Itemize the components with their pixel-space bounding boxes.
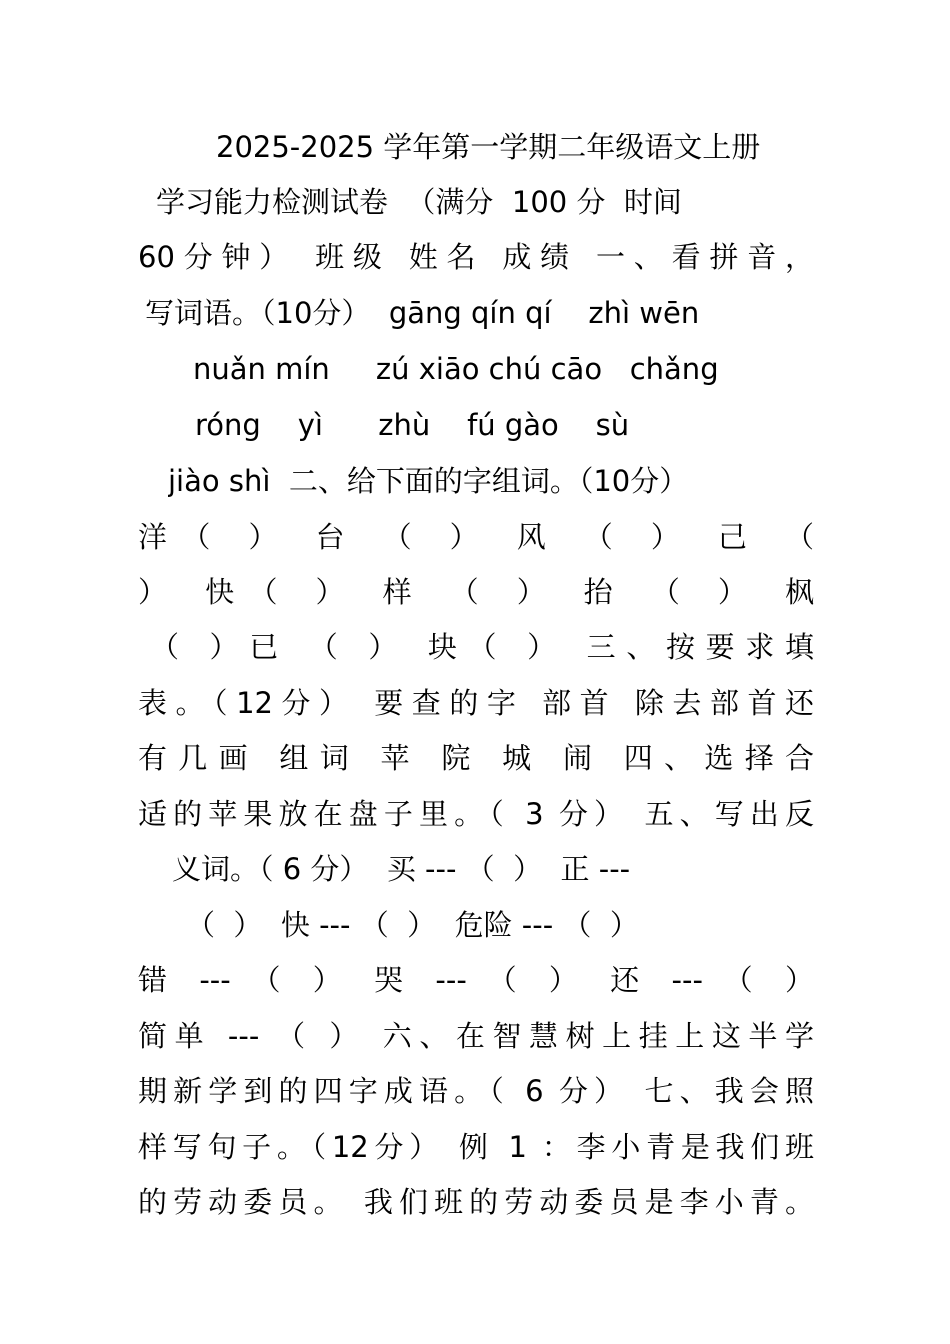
text-line-10: （ ）已 （ ） 块（ ） 三、按要求填 xyxy=(150,630,814,664)
text-line-20: 的劳动委员。 我们班的劳动委员是李小青。 xyxy=(138,1185,814,1219)
text-line-18: 期新学到的四字成语。（ 6 分） 七、我会照 xyxy=(138,1074,814,1108)
text-line-16: 错 --- （ ） 哭 --- （ ） 还 --- （ ） xyxy=(138,963,814,997)
text-line-4: 写词语。（10分） gāng qín qí zhì wēn xyxy=(145,296,700,330)
text-line-19: 样写句子。（12分） 例 1 ：李小青是我们班 xyxy=(138,1130,814,1164)
text-line-9: ） 快（ ） 样 （ ） 抬 （ ） 枫 xyxy=(138,575,814,609)
pinyin-line-5: nuǎn mín zú xiāo chú cāo chǎng xyxy=(193,352,719,386)
text-line-15: （ ） 快 --- （ ） 危险 --- （ ） xyxy=(186,908,639,942)
title-line-1: 2025-2025 学年第一学期二年级语文上册 xyxy=(216,130,761,164)
title-line-2: 学习能力检测试卷 （满分 100 分 时间 xyxy=(156,185,682,219)
pinyin-line-6: róng yì zhù fú gào sù xyxy=(195,408,630,442)
text-line-8: 洋（ ） 台 （ ） 风 （ ） 己 （ xyxy=(138,520,814,554)
text-line-12: 有几画 组词 苹 院 城 闹 四、选择合 xyxy=(138,741,814,775)
text-line-14: 义词。（ 6 分） 买 --- （ ） 正 --- xyxy=(172,852,631,886)
text-line-17: 简单 --- （ ） 六、在智慧树上挂上这半学 xyxy=(138,1019,814,1053)
text-line-11: 表。（12分） 要查的字 部首 除去部首还 xyxy=(138,686,814,720)
text-line-13: 适的苹果放在盘子里。（ 3 分） 五、写出反 xyxy=(138,797,814,831)
text-line-3: 60分钟） 班级 姓名 成绩 一、看拼音， xyxy=(138,240,814,274)
text-line-7: jiào shì 二、给下面的字组词。（10分） xyxy=(168,464,689,498)
